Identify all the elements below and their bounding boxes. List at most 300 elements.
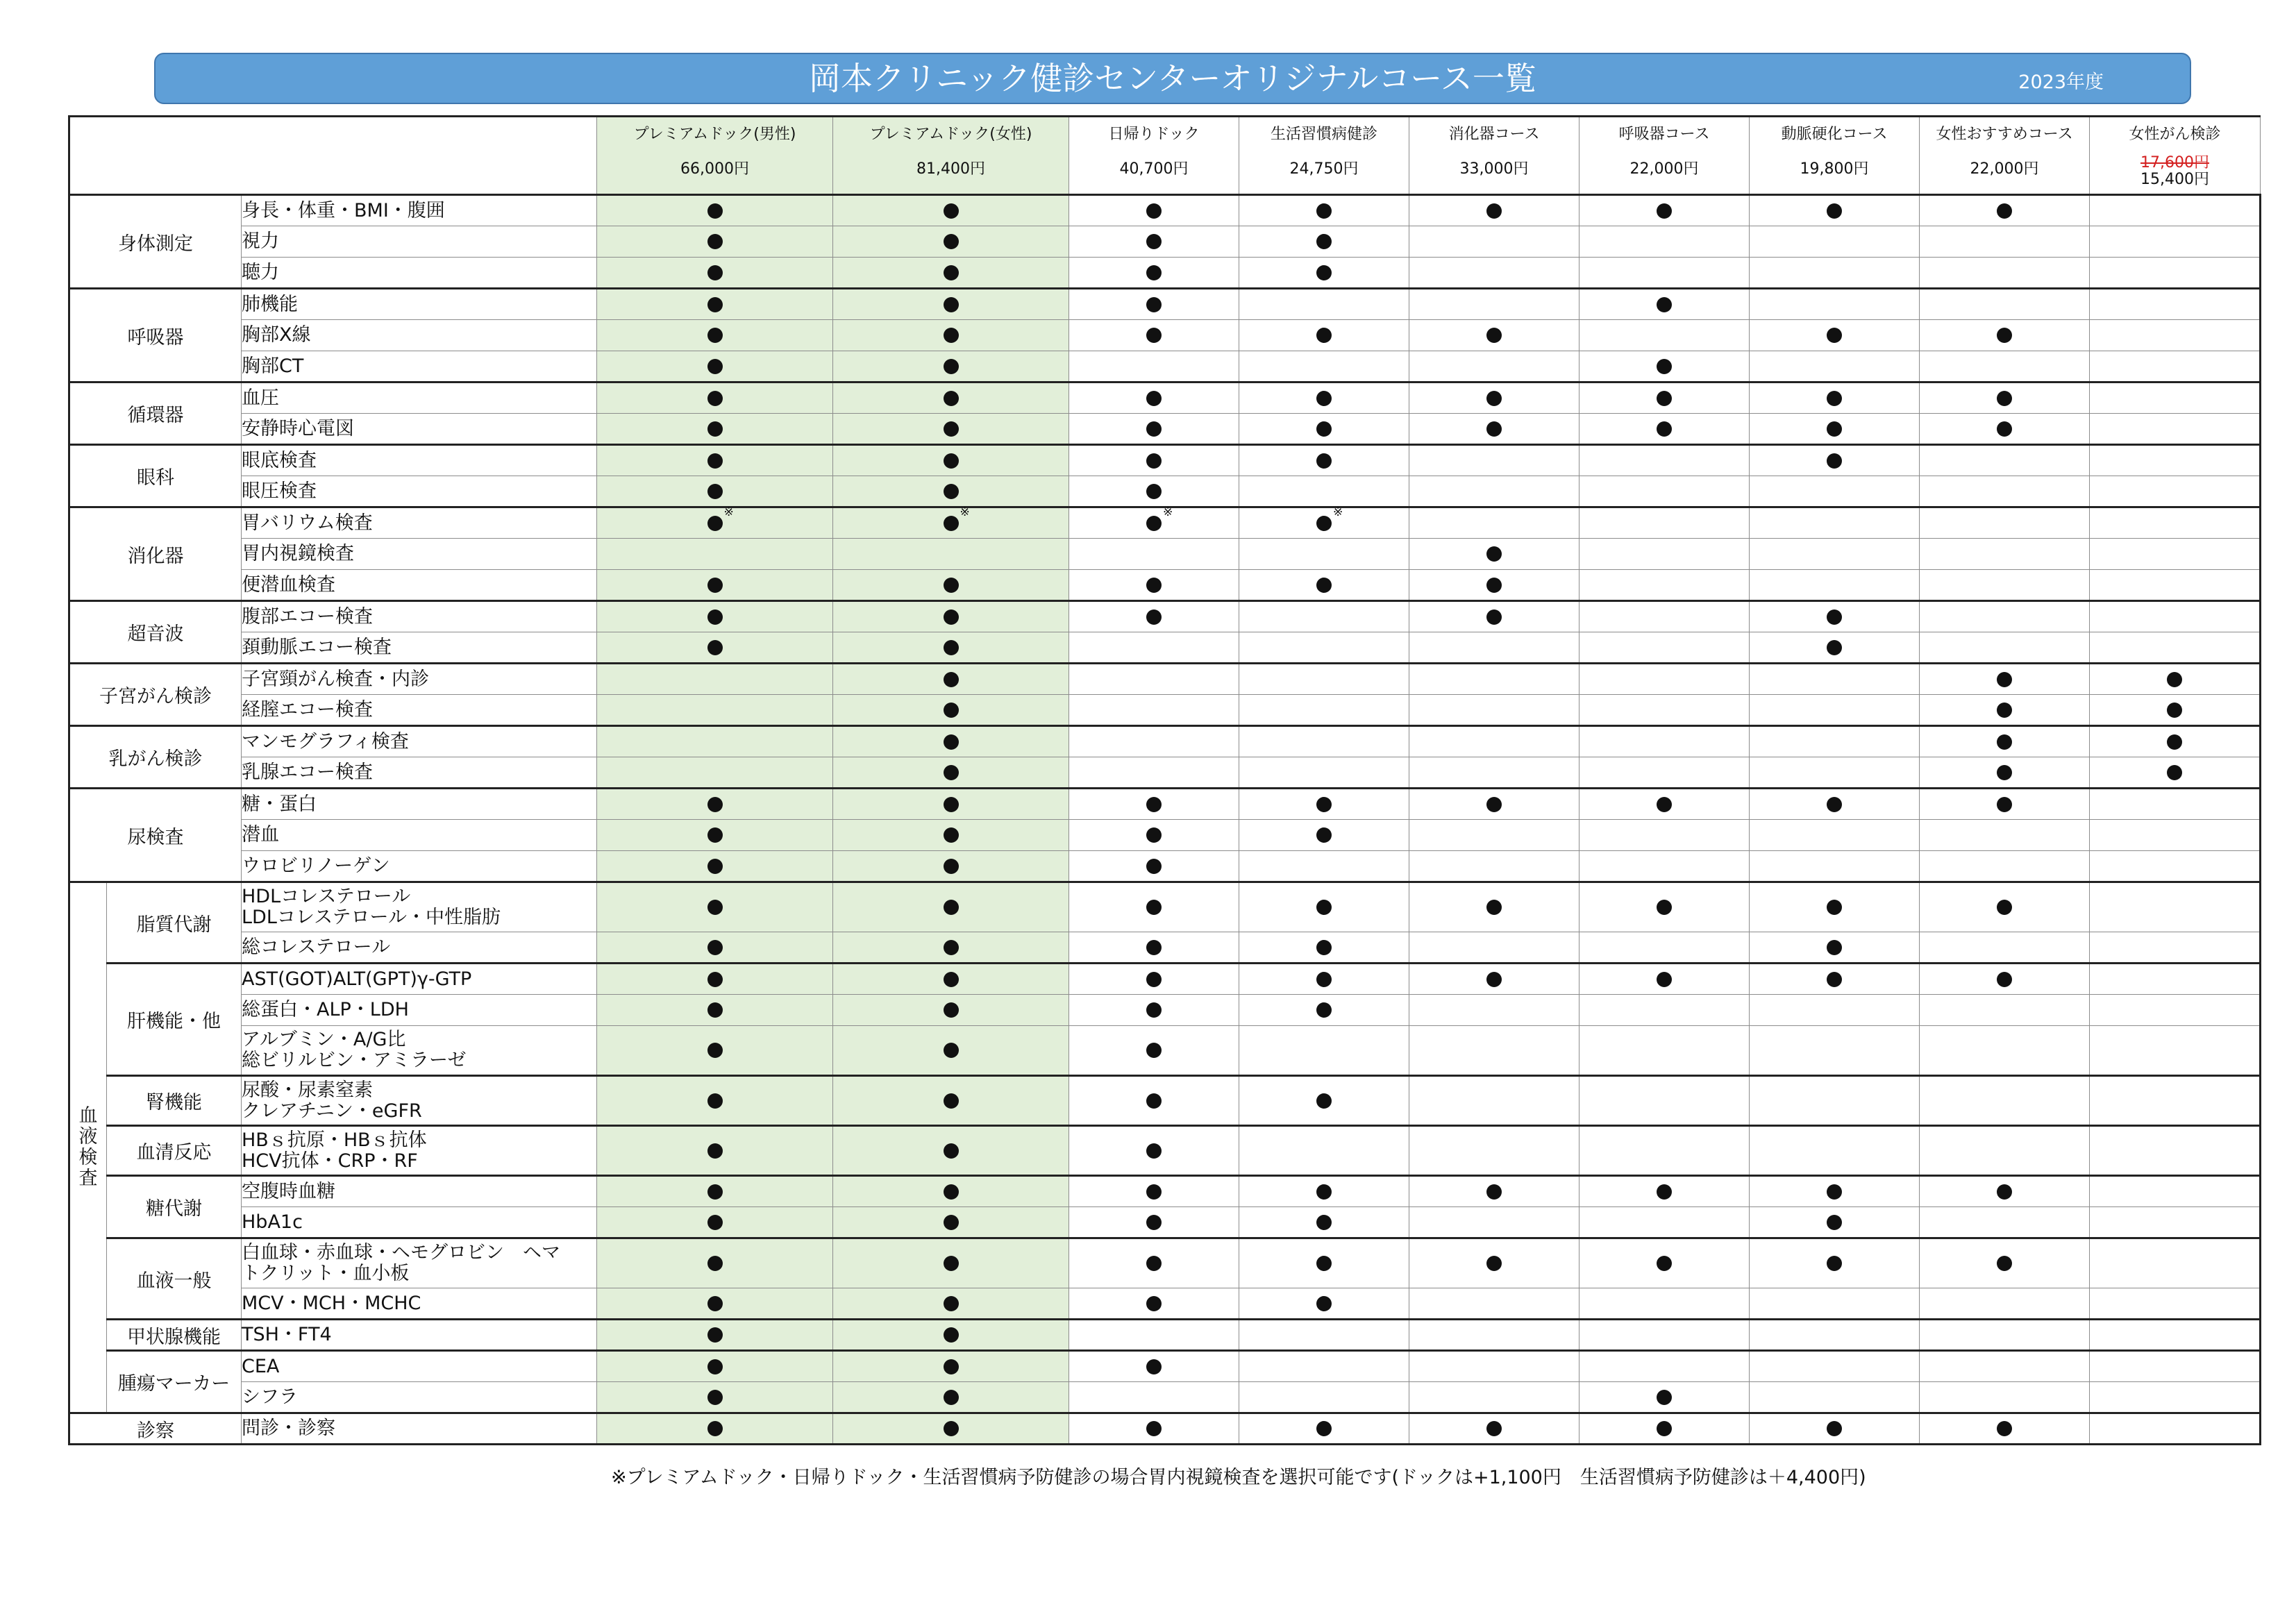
mark-cell (1069, 1126, 1239, 1176)
mark-cell (1579, 258, 1750, 289)
mark-cell (1239, 1176, 1409, 1207)
included-dot (2167, 734, 2182, 750)
included-dot (707, 484, 723, 499)
mark-cell (1579, 226, 1750, 258)
mark-cell (1409, 1076, 1579, 1126)
included-dot (1316, 234, 1332, 249)
category-label: 尿検査 (69, 789, 242, 882)
included-dot (944, 640, 959, 655)
included-dot (707, 827, 723, 843)
mark-cell (597, 820, 833, 851)
exam-item-label: 聴力 (242, 261, 279, 283)
included-dot (1146, 1184, 1162, 1200)
exam-item (242, 820, 597, 851)
mark-cell (1579, 757, 1750, 789)
mark-cell (597, 932, 833, 964)
course-name: 日帰りドック (1108, 126, 1200, 143)
mark-cell (1579, 789, 1750, 820)
mark-cell (1409, 964, 1579, 995)
mark-cell (1579, 351, 1750, 382)
mark-cell (597, 964, 833, 995)
mark-cell (2090, 570, 2261, 601)
included-dot (944, 703, 959, 718)
mark-cell (1239, 570, 1409, 601)
included-dot (1486, 578, 1502, 593)
included-dot (1997, 900, 2012, 915)
course-header (833, 117, 1069, 195)
included-dot (1827, 797, 1842, 812)
blood-test-label (69, 882, 107, 1413)
mark-cell (833, 320, 1069, 351)
mark-cell (597, 601, 833, 632)
mark-cell (1920, 995, 2090, 1026)
category-label: 子宮がん検診 (69, 664, 242, 726)
mark-cell (1409, 351, 1579, 382)
included-dot (1997, 328, 2012, 343)
included-dot (944, 827, 959, 843)
mark-cell (1409, 414, 1579, 445)
course-name: 生活習慣病健診 (1271, 126, 1378, 143)
mark-cell (1750, 1207, 1920, 1238)
mark-cell (597, 1076, 833, 1126)
mark-cell (1239, 539, 1409, 570)
mark-cell (1579, 1076, 1750, 1126)
mark-cell (1750, 851, 1920, 882)
table-row (69, 382, 2261, 414)
mark-cell (833, 789, 1069, 820)
mark-cell (1579, 1238, 1750, 1288)
course-header (1579, 117, 1750, 195)
included-dot (707, 1359, 723, 1374)
mark-cell (2090, 226, 2261, 258)
included-dot (707, 640, 723, 655)
mark-cell (1069, 664, 1239, 695)
course-price: 66,000円 (680, 160, 750, 178)
exam-item (242, 1026, 597, 1076)
mark-cell (597, 445, 833, 476)
mark-cell (2090, 789, 2261, 820)
mark-cell (2090, 632, 2261, 664)
included-dot (1146, 1296, 1162, 1311)
included-dot (944, 1002, 959, 1018)
included-dot (1486, 203, 1502, 219)
mark-cell (833, 382, 1069, 414)
included-dot (1486, 391, 1502, 406)
included-dot (707, 1256, 723, 1271)
included-dot (944, 1327, 959, 1343)
mark-cell (1239, 1238, 1409, 1288)
exam-item (242, 1126, 597, 1176)
included-dot (944, 265, 959, 280)
mark-cell (2090, 664, 2261, 695)
exam-item (242, 664, 597, 695)
mark-cell (1239, 476, 1409, 507)
mark-cell (1920, 964, 2090, 995)
mark-cell (1920, 1176, 2090, 1207)
mark-cell (833, 1076, 1069, 1126)
mark-cell (1920, 1126, 2090, 1176)
included-dot (1316, 391, 1332, 406)
included-dot (1997, 1421, 2012, 1436)
included-dot (1146, 484, 1162, 499)
mark-cell (597, 539, 833, 570)
course-name: 消化器コース (1448, 126, 1540, 143)
included-dot (707, 1184, 723, 1200)
included-dot (1146, 203, 1162, 219)
mark-cell (2090, 1026, 2261, 1076)
mark-cell (1579, 1207, 1750, 1238)
mark-cell (1579, 195, 1750, 226)
mark-cell (1239, 414, 1409, 445)
mark-cell (833, 820, 1069, 851)
included-dot (944, 391, 959, 406)
mark-cell (1920, 570, 2090, 601)
course-name: 女性おすすめコース (1936, 126, 2073, 143)
mark-cell (2090, 995, 2261, 1026)
exam-item (242, 726, 597, 757)
mark-cell (1069, 289, 1239, 320)
mark-cell (1750, 226, 1920, 258)
exam-item (242, 1238, 597, 1288)
mark-cell (1239, 320, 1409, 351)
exam-item-label: クレアチニン・eGFR (242, 1100, 422, 1122)
mark-cell (1409, 1351, 1579, 1382)
mark-cell (1409, 539, 1579, 570)
mark-cell (833, 995, 1069, 1026)
note-mark: ※ (1163, 505, 1173, 519)
mark-cell (1920, 1351, 2090, 1382)
mark-cell (2090, 1238, 2261, 1288)
mark-cell (1069, 507, 1239, 539)
included-dot (1146, 972, 1162, 987)
included-dot (944, 672, 959, 687)
included-dot (944, 900, 959, 915)
included-dot (944, 1215, 959, 1230)
table-row (69, 1382, 2261, 1413)
mark-cell (1920, 789, 2090, 820)
exam-item-label: シフラ (242, 1386, 298, 1408)
mark-cell (1069, 570, 1239, 601)
mark-cell (1750, 964, 1920, 995)
mark-cell (833, 1238, 1069, 1288)
course-price: 22,000円 (1629, 160, 1699, 178)
included-dot (1316, 578, 1332, 593)
exam-item (242, 320, 597, 351)
mark-cell (2090, 382, 2261, 414)
exam-item-label: アルブミン・A/G比 (242, 1029, 406, 1050)
course-name: プレミアムドック(女性) (869, 126, 1032, 143)
mark-cell (1069, 414, 1239, 445)
category-label: 呼吸器 (69, 289, 242, 382)
included-dot (1827, 1256, 1842, 1271)
mark-cell (1750, 932, 1920, 964)
included-dot (1827, 1421, 1842, 1436)
note-mark: ※ (723, 505, 734, 519)
mark-cell (1920, 1382, 2090, 1413)
mark-cell (1920, 1288, 2090, 1320)
table-row (69, 445, 2261, 476)
included-dot (707, 265, 723, 280)
included-dot (1146, 453, 1162, 469)
exam-item-label: 身長・体重・BMI・腹囲 (242, 199, 445, 221)
course-table (68, 115, 2261, 1445)
table-row (69, 995, 2261, 1026)
included-dot (944, 297, 959, 312)
mark-cell (2090, 757, 2261, 789)
mark-cell (1409, 1126, 1579, 1176)
included-dot (1316, 1002, 1332, 1018)
included-dot (1146, 609, 1162, 625)
mark-cell (833, 851, 1069, 882)
mark-cell (1239, 789, 1409, 820)
included-dot (707, 391, 723, 406)
included-dot (707, 1421, 723, 1436)
included-dot (944, 421, 959, 437)
exam-item-label: 乳腺エコー検査 (242, 761, 373, 783)
table-row (69, 320, 2261, 351)
mark-cell (1579, 1176, 1750, 1207)
table-row (69, 1126, 2261, 1176)
table-row (69, 632, 2261, 664)
mark-cell (1920, 695, 2090, 726)
mark-cell (1579, 382, 1750, 414)
mark-cell (1920, 757, 2090, 789)
mark-cell (2090, 1207, 2261, 1238)
included-dot (707, 900, 723, 915)
included-dot (1486, 609, 1502, 625)
included-dot (707, 972, 723, 987)
mark-cell (1409, 1238, 1579, 1288)
mark-cell (1750, 1382, 1920, 1413)
mark-cell (597, 1382, 833, 1413)
mark-cell (1579, 507, 1750, 539)
mark-cell (1409, 601, 1579, 632)
mark-cell (1409, 1320, 1579, 1351)
exam-item-label: 胸部CT (242, 355, 304, 377)
mark-cell (1920, 351, 2090, 382)
mark-cell (1239, 851, 1409, 882)
mark-cell (1409, 882, 1579, 932)
exam-item (242, 476, 597, 507)
exam-item-label: 尿酸・尿素窒素 (242, 1079, 373, 1101)
mark-cell (1920, 289, 2090, 320)
exam-item (242, 1288, 597, 1320)
included-dot (944, 765, 959, 780)
mark-cell (1239, 258, 1409, 289)
mark-cell (833, 695, 1069, 726)
exam-item-label: HCV抗体・CRP・RF (242, 1150, 418, 1172)
course-price: 24,750円 (1289, 160, 1359, 178)
included-dot (944, 484, 959, 499)
mark-cell (833, 289, 1069, 320)
mark-cell (1069, 695, 1239, 726)
mark-cell (1069, 632, 1239, 664)
included-dot (1997, 765, 2012, 780)
mark-cell (2090, 414, 2261, 445)
included-dot (2167, 703, 2182, 718)
category-label: 乳がん検診 (69, 726, 242, 789)
mark-cell (597, 226, 833, 258)
exam-item (242, 601, 597, 632)
exam-item (242, 632, 597, 664)
exam-item (242, 1076, 597, 1126)
included-dot (1316, 1296, 1332, 1311)
page-title: 岡本クリニック健診センターオリジナルコース一覧 (809, 60, 1536, 97)
mark-cell (1579, 995, 1750, 1026)
included-dot (944, 203, 959, 219)
mark-cell (1239, 964, 1409, 995)
included-dot (1997, 1256, 2012, 1271)
category-label: 消化器 (69, 507, 242, 601)
included-dot (1657, 359, 1672, 374)
exam-item-label: 問診・診察 (242, 1418, 335, 1439)
mark-cell (1239, 664, 1409, 695)
exam-item-label: 潜血 (242, 824, 279, 846)
course-header (1920, 117, 2090, 195)
mark-cell (1239, 289, 1409, 320)
table-row (69, 476, 2261, 507)
mark-cell (833, 226, 1069, 258)
blood-test-text: 血液検査 (78, 1105, 98, 1189)
exam-item (242, 195, 597, 226)
included-dot (1486, 900, 1502, 915)
mark-cell (1239, 1413, 1409, 1445)
included-dot (944, 797, 959, 812)
exam-item-label: HDLコレステロール (242, 886, 411, 907)
mark-cell (833, 445, 1069, 476)
subcategory-label: 脂質代謝 (107, 882, 242, 964)
included-dot (1146, 859, 1162, 874)
mark-cell (1239, 882, 1409, 932)
course-price: 81,400円 (916, 160, 986, 178)
exam-item-label: 頚動脈エコー検査 (242, 636, 392, 658)
mark-cell (1750, 601, 1920, 632)
mark-cell (1920, 726, 2090, 757)
mark-cell (1069, 757, 1239, 789)
included-dot (1657, 797, 1672, 812)
mark-cell (1239, 1126, 1409, 1176)
included-dot (707, 578, 723, 593)
mark-cell (1750, 695, 1920, 726)
included-dot (1146, 421, 1162, 437)
exam-item-label: 腹部エコー検査 (242, 605, 373, 628)
table-row (69, 570, 2261, 601)
included-dot (1316, 505, 1343, 531)
included-dot (1316, 1256, 1332, 1271)
mark-cell (1579, 1382, 1750, 1413)
mark-cell (1579, 726, 1750, 757)
exam-item-label: ウロビリノーゲン (242, 855, 390, 877)
mark-cell (1069, 195, 1239, 226)
mark-cell (1750, 726, 1920, 757)
mark-cell (1920, 195, 2090, 226)
mark-cell (833, 882, 1069, 932)
included-dot (944, 1421, 959, 1436)
mark-cell (1579, 445, 1750, 476)
mark-cell (833, 1382, 1069, 1413)
mark-cell (1239, 445, 1409, 476)
subcategory-label: 甲状腺機能 (107, 1320, 242, 1351)
mark-cell (1069, 882, 1239, 932)
included-dot (1657, 900, 1672, 915)
mark-cell (2090, 351, 2261, 382)
included-dot (944, 1296, 959, 1311)
mark-cell (1239, 820, 1409, 851)
included-dot (707, 453, 723, 469)
mark-cell (597, 289, 833, 320)
table-row (69, 882, 2261, 932)
mark-cell (1409, 320, 1579, 351)
included-dot (944, 1043, 959, 1058)
exam-item (242, 507, 597, 539)
mark-cell (1069, 320, 1239, 351)
exam-item-label: LDLコレステロール・中性脂肪 (242, 907, 501, 928)
included-dot (1997, 972, 2012, 987)
included-dot (707, 1002, 723, 1018)
course-price: 19,800円 (1800, 160, 1869, 178)
mark-cell (1920, 932, 2090, 964)
mark-cell (1239, 351, 1409, 382)
included-dot (1827, 203, 1842, 219)
mark-cell (597, 1238, 833, 1288)
exam-item-label: 肺機能 (242, 293, 298, 315)
mark-cell (1409, 1288, 1579, 1320)
mark-cell (597, 382, 833, 414)
included-dot (1316, 972, 1332, 987)
included-dot (1146, 1256, 1162, 1271)
mark-cell (597, 414, 833, 445)
mark-cell (833, 476, 1069, 507)
table-row (69, 789, 2261, 820)
mark-cell (1409, 632, 1579, 664)
exam-item (242, 414, 597, 445)
mark-cell (1750, 1351, 1920, 1382)
included-dot (707, 297, 723, 312)
exam-item-label: 胃バリウム検査 (242, 512, 373, 534)
mark-cell (1579, 476, 1750, 507)
mark-cell (1920, 1026, 2090, 1076)
mark-cell (1750, 414, 1920, 445)
exam-item-label: 便潜血検査 (242, 573, 335, 596)
exam-item-label: 経膣エコー検査 (242, 698, 373, 721)
mark-cell (1750, 539, 1920, 570)
included-dot (707, 1043, 723, 1058)
included-dot (707, 940, 723, 955)
table-row (69, 820, 2261, 851)
category-label: 循環器 (69, 382, 242, 445)
exam-item-label: TSH・FT4 (242, 1324, 332, 1345)
exam-item-label: 空腹時血糖 (242, 1180, 335, 1202)
mark-cell (2090, 289, 2261, 320)
included-dot (2167, 765, 2182, 780)
table-row (69, 695, 2261, 726)
mark-cell (1920, 601, 2090, 632)
mark-cell (597, 351, 833, 382)
included-dot (944, 609, 959, 625)
exam-item-label: 胸部X線 (242, 324, 311, 346)
included-dot (707, 1327, 723, 1343)
mark-cell (1409, 195, 1579, 226)
mark-cell (2090, 539, 2261, 570)
mark-cell (2090, 820, 2261, 851)
subcategory-label: 腎機能 (107, 1076, 242, 1126)
course-old-price: 17,600円 (2140, 154, 2210, 171)
exam-item-label: 胃内視鏡検査 (242, 543, 354, 564)
included-dot (1146, 797, 1162, 812)
subcategory-label: 腫瘍マーカー (107, 1351, 242, 1413)
exam-item (242, 1382, 597, 1413)
included-dot (1486, 797, 1502, 812)
